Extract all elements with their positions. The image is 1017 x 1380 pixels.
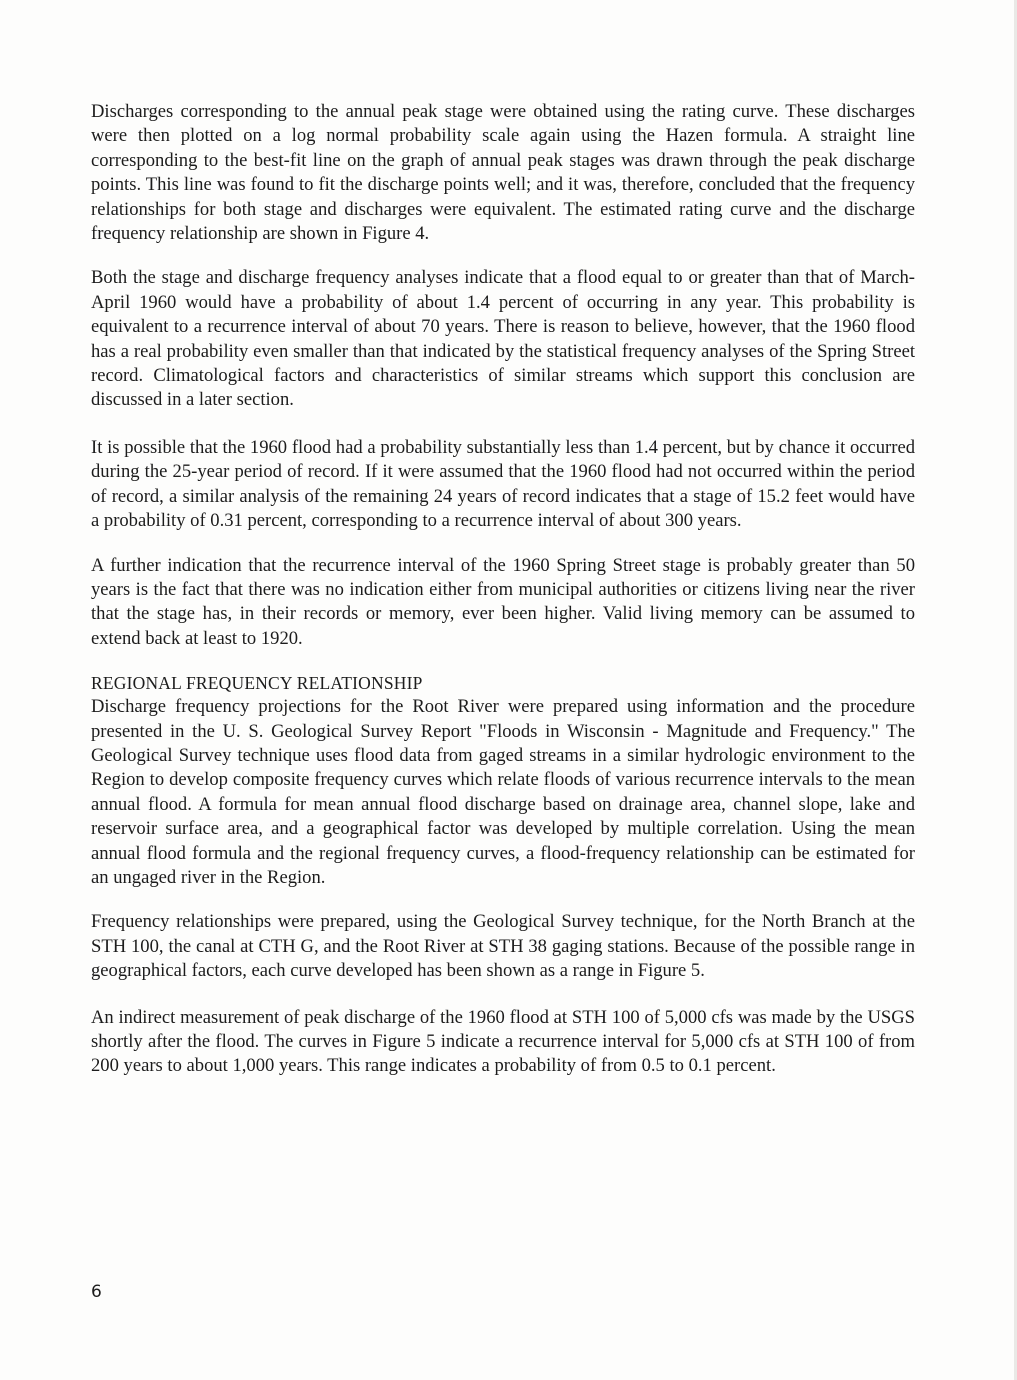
page-number: 6	[91, 1282, 102, 1302]
paragraph-recurrence-indication: A further indication that the recurrence interval of the 1960 Spring Street stage is probably greater than 50 years is the fact that there was no indication either from municipal authorities or citizens living near the river that the stage has, in their records or memory, ever been higher. Valid living memory can be assumed to extend back at least to 1920.	[91, 554, 915, 649]
section-heading: REGIONAL FREQUENCY RELATIONSHIP	[91, 673, 423, 694]
paragraph-discharges-rating-curve: Discharges corresponding to the annual peak stage were obtained using the rating curve. These discharges were then plotted on a log normal probability scale again using the Hazen formula. A straight line corresponding to the best-fit line on the graph of annual peak stages was drawn through the peak discharge points. This line was found to fit the discharge points well; and it was, therefore, concluded that the frequency relationships for both stage and discharges were equivalent. The estimated rating curve and the discharge frequency relationship are shown in Figure 4.	[91, 101, 915, 245]
paragraph-indirect-measurement: An indirect measurement of peak discharge of the 1960 flood at STH 100 of 5,000 cfs was made by the USGS shortly after the flood. The curves in Figure 5 indicate a recurrence interval for 5,000 cfs at STH 100 of from 200 years to about 1,000 years. This range indicates a probability of from 0.5 to 0.1 percent.	[91, 1006, 915, 1077]
paragraph-1960-flood-probability: It is possible that the 1960 flood had a probability substantially less than 1.4 percent, but by chance it occurred during the 25-year period of record. If it were assumed that the 1960 flood had not occurred within the period of record, a similar analysis of the remaining 24 years of record indicates that a stage of 15.2 feet would have a probability of 0.31 percent, corresponding to a recurrence interval of about 300 years.	[91, 436, 915, 532]
body-text	[91, 100, 915, 1101]
paragraph-frequency-analyses: Both the stage and discharge frequency analyses indicate that a flood equal to or greater than that of March-April 1960 would have a probability of about 1.4 percent of occurring in any year. This probability is equivalent to a recurrence interval of about 70 years. There is reason to believe, however, that the 1960 flood has a real probability even smaller than that indicated by the statistical frequency analyses of the Spring Street record. Climatological factors and characteristics of similar streams which support this conclusion are discussed in a later section.	[91, 267, 915, 411]
paragraph-regional-projections: Discharge frequency projections for the Root River were prepared using information and the procedure presented in the U. S. Geological Survey Report "Floods in Wisconsin - Magnitude and Frequency." The Geological Survey technique uses flood data from gaged streams in a similar hydrologic environment to the Region to develop composite frequency curves which relate floods of various recurrence intervals to the mean annual flood. A formula for mean annual flood discharge based on drainage area, channel slope, lake and reservoir surface area, and a geographical factor was developed by multiple correlation. Using the mean annual flood formula and the regional frequency curves, a flood-frequency relationship can be estimated for an ungaged river in the Region.	[91, 696, 915, 888]
paragraph-frequency-relationships: Frequency relationships were prepared, using the Geological Survey technique, for the North Branch at the STH 100, the canal at CTH G, and the Root River at STH 38 gaging stations. Because of the possible range in geographical factors, each curve developed has been shown as a range in Figure 5.	[91, 911, 915, 982]
